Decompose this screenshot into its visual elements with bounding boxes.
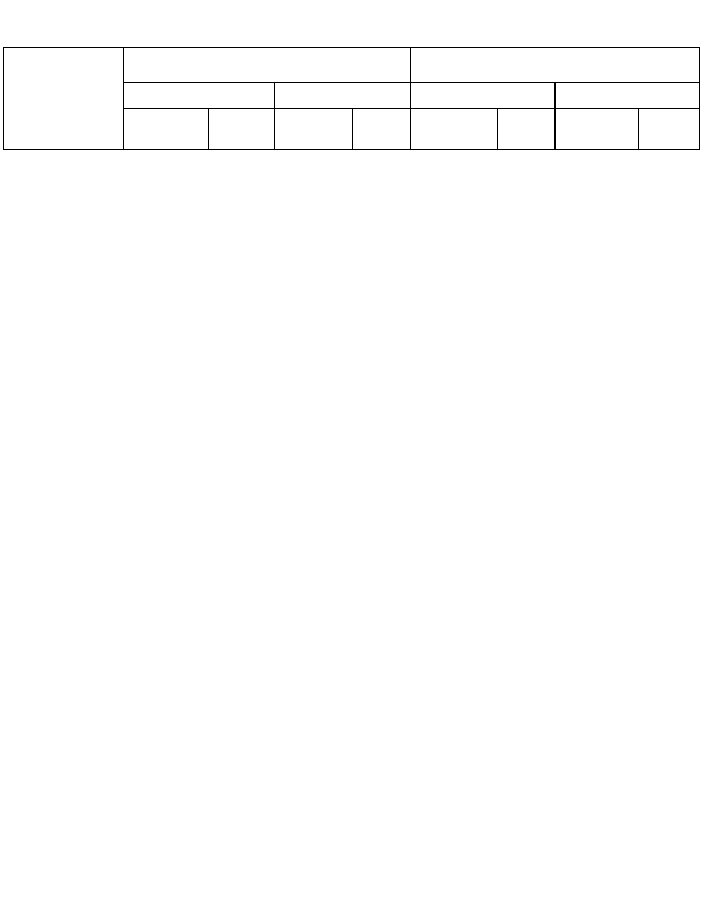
header-cargo-domestic [411,83,555,109]
header-passenger-domestic [124,83,275,109]
header-cargo [411,48,700,83]
header-row-group [4,48,700,83]
unit-ton [555,109,639,150]
unit-yoy [353,109,411,150]
unit-yoy [498,109,555,150]
unit-yoy [209,109,275,150]
header-cargo-international [555,83,700,109]
unit-people [275,109,353,150]
unit-people [124,109,209,150]
header-corner [4,48,124,150]
transport-results-table [3,47,700,150]
header-passenger [124,48,411,83]
unit-ton [411,109,498,150]
unit-yoy [639,109,700,150]
header-passenger-international [275,83,411,109]
